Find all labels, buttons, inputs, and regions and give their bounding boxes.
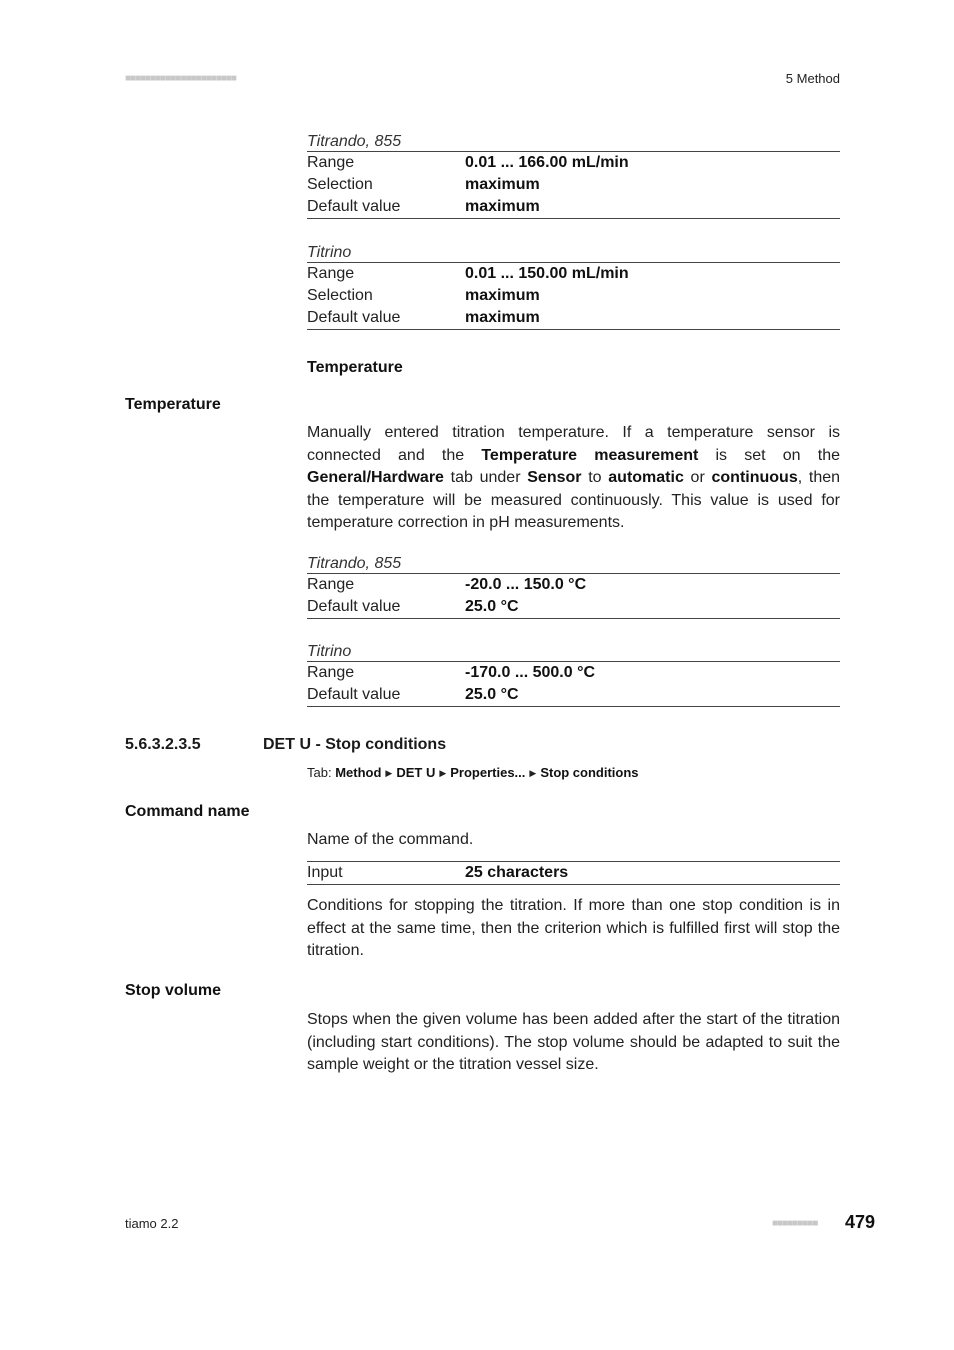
ui-term: Temperature measurement <box>481 446 699 464</box>
table-row <box>307 574 840 596</box>
page-number: 479 <box>845 1212 876 1232</box>
ui-term: automatic <box>608 469 684 486</box>
row-key: Default value <box>307 198 401 215</box>
footer-decoration: ■■■■■■■■■ <box>772 1218 818 1229</box>
row-value: maximum <box>465 198 540 215</box>
row-key: Range <box>307 265 355 282</box>
temperature-description <box>307 422 840 535</box>
table-caption: Titrando, 855 <box>307 133 402 150</box>
table-row <box>307 662 840 684</box>
command-name-table <box>307 861 840 885</box>
table-row <box>307 263 840 285</box>
stop-conditions-description: Conditions for stopping the titration. If more than one stop condition is in effect at the same time, then the criterion which is fulfilled first will stop the titration. <box>307 897 840 959</box>
ui-term: continuous <box>711 469 798 486</box>
header-decoration: ■■■■■■■■■■■■■■■■■■■■■■ <box>125 73 236 84</box>
section-number: 5.6.3.2.3.5 <box>125 736 201 753</box>
table-caption: Titrino <box>307 244 352 261</box>
rate-table-titrando <box>307 133 840 219</box>
path-item: Method <box>335 765 382 780</box>
row-value: 0.01 ... 166.00 mL/min <box>465 154 629 171</box>
stop-volume-description: Stops when the given volume has been added after the start of the titration (including start conditions). The stop volume should be adapted to suit the sample weight or the titration vessel size. <box>307 1011 840 1073</box>
table-caption: Titrando, 855 <box>307 555 402 572</box>
tab-path <box>307 765 639 780</box>
table-row <box>307 285 840 307</box>
row-value: -20.0 ... 150.0 °C <box>465 576 587 593</box>
row-value: 25.0 °C <box>465 598 519 615</box>
temperature-side-heading: Temperature <box>125 396 221 413</box>
row-value: 25 characters <box>465 864 569 881</box>
row-value: -170.0 ... 500.0 °C <box>465 664 596 681</box>
table-row <box>307 174 840 196</box>
ui-term: General/Hardware <box>307 469 444 486</box>
temperature-subheading: Temperature <box>307 359 403 376</box>
temperature-table-titrando <box>307 555 840 619</box>
param-table <box>307 661 840 707</box>
text-run: , then the temperature will be measured continuously. This value is used for temperature correction in pH measurements. <box>307 469 841 531</box>
table-row <box>307 307 840 329</box>
text-run: is set on the <box>698 446 840 464</box>
header-section-title: 5 Method <box>785 71 840 86</box>
row-key: Range <box>307 576 355 593</box>
section-title: DET U - Stop conditions <box>263 736 447 753</box>
command-name-description: Name of the command. <box>307 831 474 848</box>
table-caption: Titrino <box>307 643 352 660</box>
arrow-right-icon: ▶ <box>529 768 537 778</box>
arrow-right-icon: ▶ <box>439 768 447 778</box>
row-key: Range <box>307 664 355 681</box>
table-row <box>307 196 840 218</box>
row-key: Default value <box>307 598 401 615</box>
row-key: Selection <box>307 287 373 304</box>
param-table <box>307 262 840 330</box>
command-name-heading: Command name <box>125 803 250 820</box>
row-value: 25.0 °C <box>465 686 519 703</box>
row-value: maximum <box>465 309 540 326</box>
footer-product: tiamo 2.2 <box>125 1216 179 1231</box>
text-run: tab under <box>443 469 528 486</box>
row-value: maximum <box>465 287 540 304</box>
path-item: DET U <box>396 765 436 780</box>
row-key: Selection <box>307 176 373 193</box>
text-run: Manually entered titration temperature. If a temperature sensor is connected and the <box>307 424 840 464</box>
table-row <box>307 684 840 706</box>
text-run: to <box>581 469 609 486</box>
param-table <box>307 151 840 219</box>
table-row <box>307 596 840 618</box>
temperature-table-titrino <box>307 643 840 707</box>
arrow-right-icon: ▶ <box>385 768 393 778</box>
row-key: Input <box>307 864 343 881</box>
text-run: or <box>683 469 712 486</box>
row-key: Default value <box>307 686 401 703</box>
table-row <box>307 862 840 884</box>
path-item: Stop conditions <box>540 765 639 780</box>
row-value: 0.01 ... 150.00 mL/min <box>465 265 629 282</box>
path-item: Properties... <box>450 765 526 780</box>
ui-term: Sensor <box>527 469 582 486</box>
row-key: Range <box>307 154 355 171</box>
table-row <box>307 152 840 174</box>
rate-table-titrino <box>307 244 840 330</box>
row-key: Default value <box>307 309 401 326</box>
param-table <box>307 573 840 619</box>
tab-prefix: Tab: <box>307 765 336 780</box>
stop-volume-heading: Stop volume <box>125 982 222 999</box>
row-value: maximum <box>465 176 540 193</box>
